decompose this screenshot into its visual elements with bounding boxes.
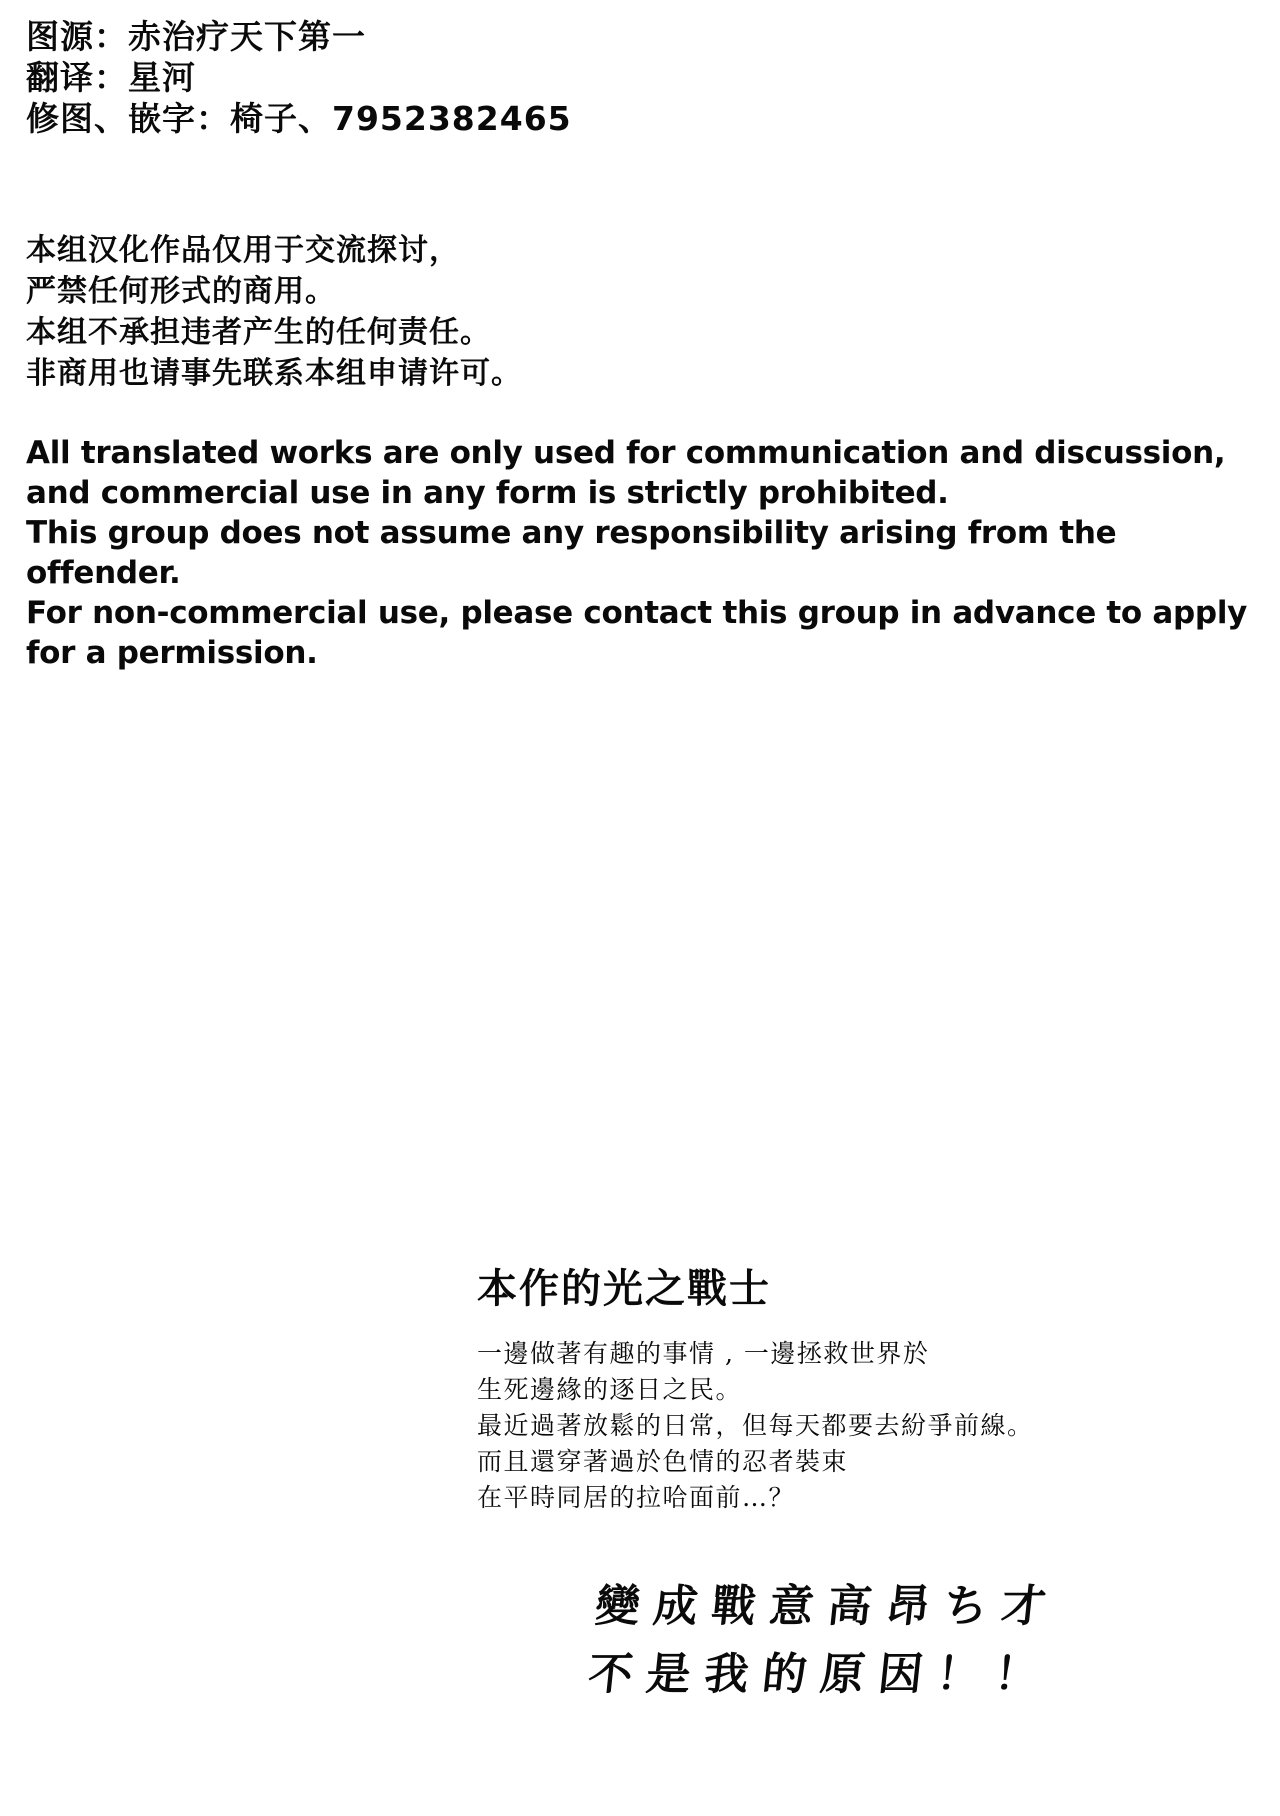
credit-source: 图源：赤治疗天下第一 bbox=[26, 17, 366, 56]
story-blurb bbox=[477, 1262, 1237, 1516]
credit-translator: 翻译：星河 bbox=[26, 58, 196, 97]
notice-en-line: This group does not assume any responsibility arising from the offender. bbox=[26, 515, 1117, 591]
story-line: 而且還穿著過於色情的忍者裝束 bbox=[477, 1447, 849, 1476]
notice-en-line: All translated works are only used for communication and discussion, and commercial use in any form is strictly prohibited. bbox=[26, 435, 1226, 511]
story-text bbox=[477, 1336, 1237, 1516]
notice-cn-line: 严禁任何形式的商用。 bbox=[26, 274, 336, 309]
story-title: 本作的光之戰士 bbox=[477, 1265, 771, 1312]
story-line: 一邊做著有趣的事情 , 一邊拯救世界於 bbox=[477, 1339, 930, 1368]
credit-editing: 修图、嵌字：椅子、7952382465 bbox=[26, 99, 572, 138]
notice-en-line: For non-commercial use, please contact this group in advance to apply for a permission. bbox=[26, 595, 1248, 671]
tagline-line: 不是我的原因！！ bbox=[585, 1649, 1056, 1700]
tagline bbox=[585, 1573, 1063, 1709]
story-line: 最近過著放鬆的日常，但每天都要去紛爭前線。 bbox=[477, 1411, 1034, 1440]
story-line: 在平時同居的拉哈面前…？ bbox=[477, 1483, 796, 1512]
notice-cn-line: 本组汉化作品仅用于交流探讨， bbox=[26, 233, 460, 268]
tagline-line: 變成戰意高昂ち才 bbox=[592, 1581, 1063, 1632]
credits-block bbox=[26, 16, 572, 139]
notice-cn-line: 非商用也请事先联系本组申请许可。 bbox=[26, 356, 522, 391]
story-line: 生死邊緣的逐日之民。 bbox=[477, 1375, 743, 1404]
notice-english bbox=[26, 433, 1256, 673]
notice-chinese bbox=[26, 230, 522, 394]
notice-cn-line: 本组不承担违者产生的任何责任。 bbox=[26, 315, 491, 350]
